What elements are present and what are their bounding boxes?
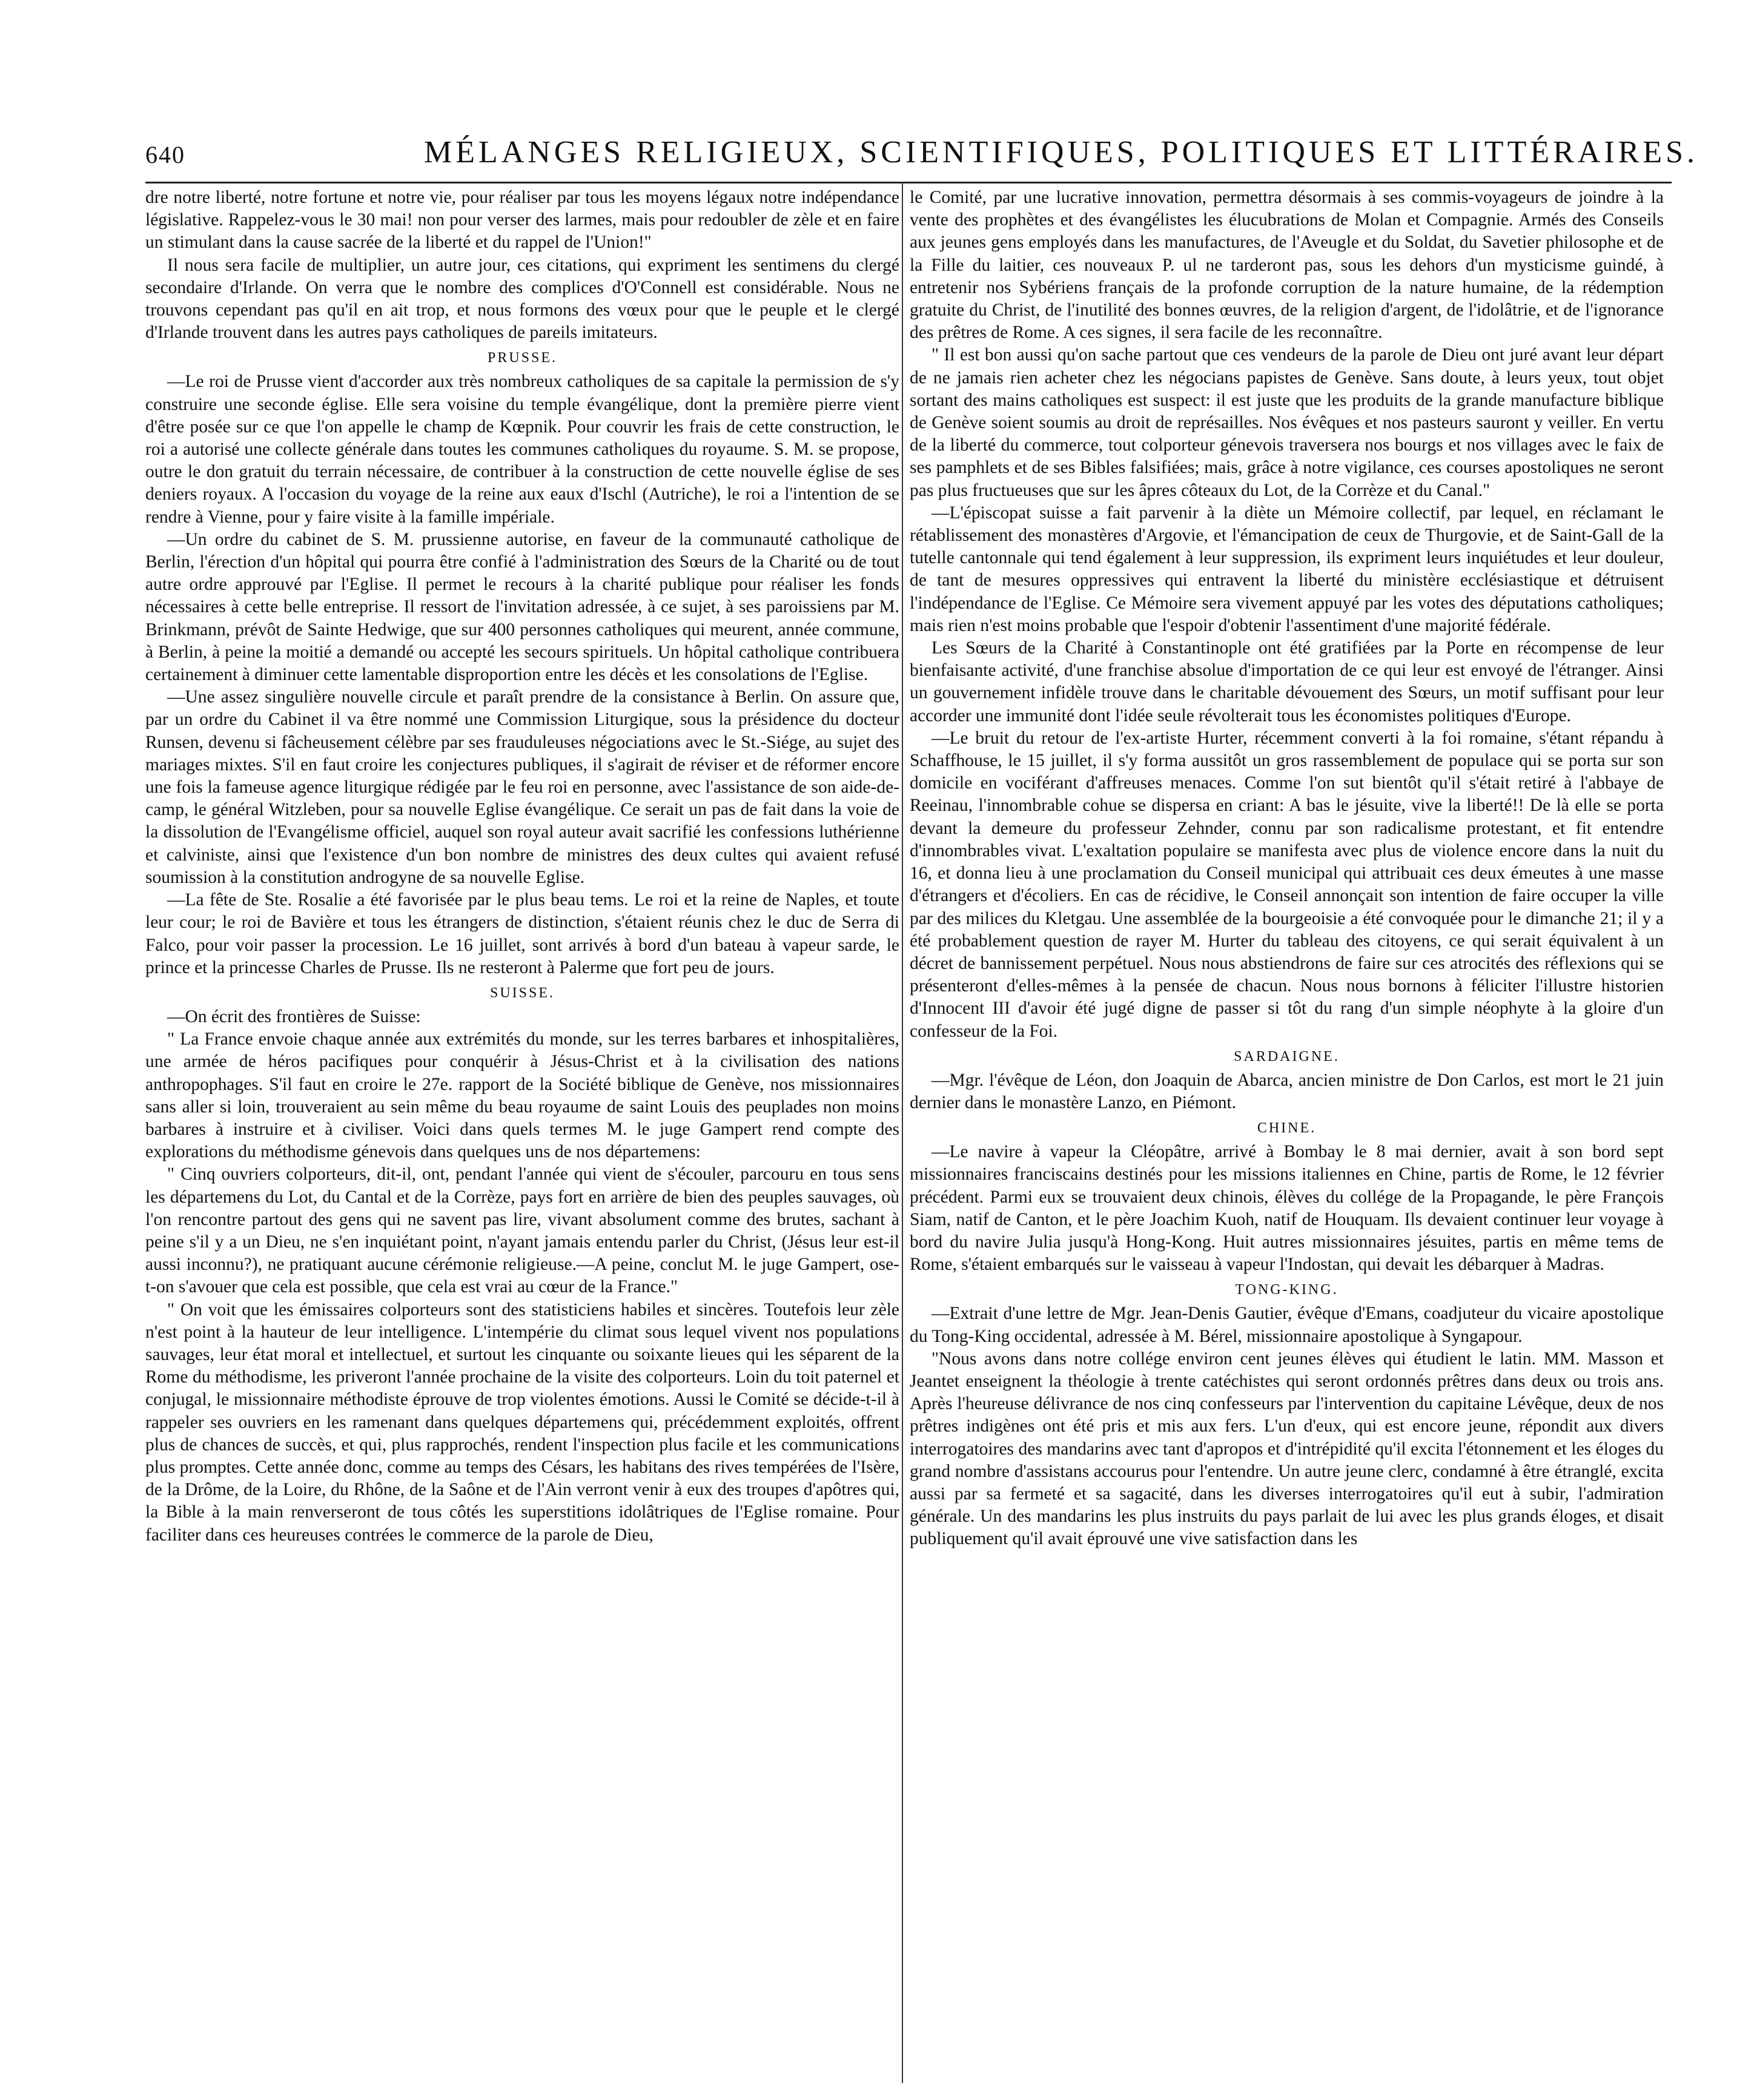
article-paragraph: —Le navire à vapeur la Cléopâtre, arrivé à Bombay le 8 mai dernier, avait à son bord sept missionnaires franciscains destinés pour les missions italiennes en Chine, partis de Rome, le 12 février précédent. Parmi eux se trouvaient deux chinois, élèves du collége de la Propagande, le père François Siam, natif de Canton, et le père Joachim Kuoh, natif de Houquam. Ils devaient continuer leur voyage à bord du navire Julia jusqu'à Hong-Kong. Huit autres missionnaires jésuites, partis en même tems de Rome, s'étaient embarqués sur le vaisseau à vapeur l'Indostan, qui devait les débarquer à Madras. [910, 1142, 1664, 1275]
left-column [145, 187, 899, 2088]
article-paragraph: " Cinq ouvriers colporteurs, dit-il, ont, pendant l'année qui vient de s'écouler, parcouru en tous sens les départemens du Lot, du Cantal et de la Corrèze, pays fort en arrière de bien des peuples sauvages, où l'on rencontre partout des gens qui ne savent pas lire, vivant absolument comme des brutes, sachant à peine s'il y a un Dieu, ne s'en inquiétant point, n'ayant jamais entendu parler du Christ, (Jésus leur est-il aussi inconnu?), ne pratiquant aucune cérémonie religieuse.—A peine, conclut M. le juge Gampert, ose-t-on s'avouer que cela est possible, que cela est vrai au cœur de la France." [145, 1164, 899, 1297]
article-paragraph: —Une assez singulière nouvelle circule et paraît prendre de la consistance à Berlin. On assure que, par un ordre du Cabinet il va être nommé une Commission Liturgique, sous la présidence du docteur Runsen, devenu si fâcheusement célèbre par ses frauduleuses négociations avec le St.-Siége, au sujet des mariages mixtes. S'il en faut croire les conjectures publiques, il s'agirait de réviser et de réformer encore une fois la fameuse agence liturgique rédigée par le feu roi en personne, avec l'assistance de son aide-de-camp, le général Witzleben, pour sa nouvelle Eglise évangélique. Ce serait un pas de fait dans la voie de la dissolution de l'Evangélisme officiel, auquel son royal auteur avait sacrifié les confessions luthérienne et calviniste, ainsi que l'existence d'un bon nombre de ministres des deux cultes qui avaient refusé soumission à la constitution androgyne de sa nouvelle Eglise. [145, 687, 899, 887]
section-heading-tongking: TONG-KING. [1235, 1282, 1338, 1298]
page-header [145, 134, 1699, 177]
section-heading-chine: CHINE. [1257, 1120, 1317, 1137]
article-paragraph: —La fête de Ste. Rosalie a été favorisée par le plus beau tems. Le roi et la reine de Naples, et toute leur cour; le roi de Bavière et tous les étrangers de distinction, s'étaient réunis chez le duc de Serra di Falco, pour voir passer la procession. Le 16 juillet, sont arrivés à bord d'un bateau à vapeur sarde, le prince et la princesse Charles de Prusse. Ils ne resteront à Palerme que fort peu de jours. [145, 890, 899, 977]
article-paragraph: —Extrait d'une lettre de Mgr. Jean-Denis Gautier, évêque d'Emans, coadjuteur du vicaire apostolique du Tong-King occidental, adressée à M. Bérel, missionnaire apostolique à Syngapour. [910, 1304, 1664, 1346]
article-paragraph: —Un ordre du cabinet de S. M. prussienne autorise, en faveur de la communauté catholique de Berlin, l'érection d'un hôpital qui pourra être confié à l'administration des Sœurs de la Charité ou de tout autre ordre approuvé par l'Eglise. Il permet le recours à la charité publique pour réaliser les fonds nécessaires à cette belle entreprise. Il ressort de l'invitation adressée, à ce sujet, à ses paroissiens par M. Brinkmann, prévôt de Sainte Hedwige, que sur 400 personnes catholiques qui meurent, année commune, à Berlin, à peine la moitié a demandé ou accepté les secours spirituels. Un hôpital catholique contribuera certainement à diminuer cette lamentable disproportion entre les décès et les consolations de l'Eglise. [145, 529, 899, 685]
article-paragraph: "Nous avons dans notre collége environ cent jeunes élèves qui étudient le latin. MM. Masson et Jeantet enseignent la théologie à trente catéchistes qui seront ordonnés prêtres dans deux ou trois ans. Après l'heureuse délivrance de nos cinq confesseurs par l'intervention du capitaine Lévêque, deux de nos prêtres indigènes ont été pris et mis aux fers. L'un d'eux, qui est encore jeune, répondit aux divers interrogatoires des mandarins avec tant d'apropos et d'intrépidité qu'il excita l'étonnement et les éloges du grand nombre d'assistans accourus pour l'entendre. Un autre jeune clerc, condamné à être étranglé, excita aussi par sa fermeté et sa sagacité, dans les diverses interrogatoires qu'il eut à subir, l'admiration générale. Un des mandarins les plus instruits du pays parlait de lui avec les plus grands éloges, et disait publiquement qu'il avait éprouvé une vive satisfaction dans les [910, 1349, 1664, 1549]
article-paragraph: " On voit que les émissaires colporteurs sont des statisticiens habiles et sincères. Toutefois leur zèle n'est point à la hauteur de leur intelligence. L'intempérie du climat sous lequel vivent nos populations sauvages, leur état moral et intellectuel, et surtout les cinquante ou soixante lieues qui les séparent de la Rome du méthodisme, les priveront l'année prochaine de la visite des colporteurs. Loin du toit paternel et conjugal, le missionnaire méthodiste éprouve de trop violentes émotions. Aussi le Comité se décide-t-il à rappeler ses ouvriers en les ramenant dans quelques départemens qui, précédemment exploités, offrent plus de chances de succès, et qui, plus rapprochés, rendent l'inspection plus facile et les communications plus promptes. Cette année donc, comme au temps des Césars, les habitans des rives tempérées de l'Isère, de la Drôme, de la Loire, du Rhône, de la Saône et de l'Ain verront venir à eux des troupes d'apôtres qui, la Bible à la main renverseront de tous côtés les superstitions idolâtriques de l'Eglise romaine. Pour faciliter dans ces heureuses contrées le commerce de la parole de Dieu, [145, 1299, 899, 1545]
article-paragraph: —Mgr. l'évêque de Léon, don Joaquin de Abarca, ancien ministre de Don Carlos, est mort le 21 juin dernier dans le monastère Lanzo, en Piémont. [910, 1070, 1664, 1112]
article-paragraph: —Le roi de Prusse vient d'accorder aux très nombreux catholiques de sa capitale la permission de s'y construire une seconde église. Elle sera voisine du temple évangélique, dont la première pierre vient d'être posée sur ce que l'on appelle le champ de Kœpnik. Pour couvrir les frais de cette construction, le roi a autorisé une collecte générale dans toutes les communes catholiques du royaume. S. M. se propose, outre le don gratuit du terrain nécessaire, de contribuer à la construction de cette nouvelle église de ses deniers royaux. A l'occasion du voyage de la reine aux eaux d'Ischl (Autriche), le roi a l'intention de se rendre à Vienne, pour y faire visite à la famille impériale. [145, 372, 899, 527]
article-paragraph: dre notre liberté, notre fortune et notre vie, pour réaliser par tous les moyens légaux notre indépendance législative. Rappelez-vous le 30 mai! non pour verser des larmes, mais pour redoubler de zèle et en faire un stimulant dans la cause sacrée de la liberté et du rappel de l'Union!" [145, 188, 899, 253]
article-paragraph: " La France envoie chaque année aux extrémités du monde, sur les terres barbares et inhospitalières, une armée de héros pacifiques pour conquérir à Jésus-Christ et à la civilisation des nations anthropophages. S'il faut en croire le 27e. rapport de la Société biblique de Genève, nos missionnaires sans aller si loin, trouveraient au sein même du beau royaume de saint Louis des peuplades non moins barbares à instruire et à civiliser. Voici dans quels termes M. le juge Gampert rend compte des explorations du méthodisme génevois dans quelques uns de nos départemens: [145, 1029, 899, 1162]
section-heading-prusse: PRUSSE. [487, 350, 558, 366]
article-paragraph: le Comité, par une lucrative innovation, permettra désormais à ses commis-voyageurs de joindre à la vente des prophètes et des évangélistes les élucubrations de Molan et Compagnie. Armés des Conseils aux jeunes gens employés dans les manufactures, de l'Aveugle et du Soldat, du Savetier philosophe et de la Fille du laitier, ces nouveaux P. ul ne tarderont pas, sous les dehors d'un mysticisme guindé, à entretenir nos Sybériens français de la profonde corruption de la nature humaine, de la rédemption gratuite du Christ, de l'inutilité des bonnes œuvres, de la religion d'argent, de l'idolâtrie, et de l'ignorance des prêtres de Rome. A ces signes, il sera facile de les reconnaître. [910, 188, 1664, 343]
running-title: MÉLANGES RELIGIEUX, SCIENTIFIQUES, POLITIQUES ET LITTÉRAIRES. [424, 135, 1699, 170]
section-heading-suisse: SUISSE. [489, 985, 555, 1001]
article-paragraph: —L'épiscopat suisse a fait parvenir à la diète un Mémoire collectif, par lequel, en réclamant le rétablissement des monastères d'Argovie, et l'émancipation de ceux de Thurgovie, et de Saint-Gall de la tutelle cantonnale qui tend également à leur suppression, ils expriment leurs inquiétudes et leur douleur, de tant de mesures oppressives qui entravent la liberté du ministère ecclésiastique et détruisent l'indépendance de l'Eglise. Ce Mémoire sera vivement appuyé par les votes des députations catholiques; mais rien n'est moins probable que l'espoir d'obtenir l'assentiment d'une majorité fédérale. [910, 503, 1664, 635]
page-number: 640 [145, 141, 185, 168]
article-paragraph: Les Sœurs de la Charité à Constantinople ont été gratifiées par la Porte en récompense de leur bienfaisante activité, d'une franchise absolue d'importation de ce qui leur est envoyé de l'étranger. Ainsi un gouvernement infidèle trouve dans le charitable dévouement des Sœurs, un motif suffisant pour leur accorder une immunité dont l'idée seule révolterait tous les économistes politiques d'Europe. [910, 638, 1664, 725]
right-column [910, 187, 1664, 2088]
article-paragraph: " Il est bon aussi qu'on sache partout que ces vendeurs de la parole de Dieu ont juré avant leur départ de ne jamais rien acheter chez les négocians papistes de Genève. Sans doute, à leurs yeux, tout objet sortant des mains catholiques est suspect: il est juste que les produits de la grande manufacture biblique de Genève soient soumis au droit de représailles. Nos évêques et nos pasteurs sauront y veiller. En vertu de la liberté du commerce, tout colporteur génevois traversera nos bourgs et nos villages avec le faix de ses pamphlets et de ses Bibles falsifiées; mais, grâce à notre vigilance, ces courses apostoliques ne seront pas plus fructueuses que sur les âpres côteaux du Lot, de la Corrèze et du Canal." [910, 345, 1664, 500]
article-paragraph: —On écrit des frontières de Suisse: [167, 1006, 421, 1026]
column-divider [902, 182, 903, 2083]
header-rule [145, 182, 1672, 183]
article-paragraph: —Le bruit du retour de l'ex-artiste Hurter, récemment converti à la foi romaine, s'étant répandu à Schaffhouse, le 15 juillet, il s'y forma aussitôt un gros rassemblement de populace qui se porta sur son domicile en vociférant d'affreuses menaces. Comme l'on sut bientôt qu'il s'était retiré à l'abbaye de Reeinau, l'innombrable cohue se dispersa en criant: A bas le jésuite, vive la liberté!! De là elle se porta devant la demeure du professeur Zehnder, connu par son radicalisme protestant, et fit entendre d'innombrables vivat. L'exaltation populaire se manifesta avec plus de violence encore dans la nuit du 16, et donna lieu à une proclamation du Conseil municipal qui attribuait ces deux émeutes à une masse d'étrangers et d'écoliers. En cas de récidive, le Conseil annonçait son intention de faire occuper la ville par des milices du Kletgau. Une assemblée de la bourgeoisie a été convoquée pour le dimanche 21; il y a été probablement question de rayer M. Hurter du tableau des citoyens, ce qui serait équivalent à un décret de bannissement perpétuel. Nous nous abstiendrons de faire sur ces atrocités des réflexions qui se présenteront d'elles-mêmes à la pensée de chacun. Nous nous bornons à féliciter l'illustre historien d'Innocent III d'avoir été jugé digne de passer si tôt du rang d'un simple néophyte à la gloire d'un confesseur de la Foi. [910, 728, 1664, 1041]
section-heading-sardaigne: SARDAIGNE. [1234, 1048, 1340, 1065]
article-paragraph: Il nous sera facile de multiplier, un autre jour, ces citations, qui expriment les sentimens du clergé secondaire d'Irlande. On verra que le nombre des complices d'O'Connell est considérable. Nous ne trouvons cependant pas qu'il en ait trop, et nous formons des vœux pour que le peuple et le clergé d'Irlande trouvent dans les autres pays catholiques de pareils imitateurs. [145, 255, 899, 343]
